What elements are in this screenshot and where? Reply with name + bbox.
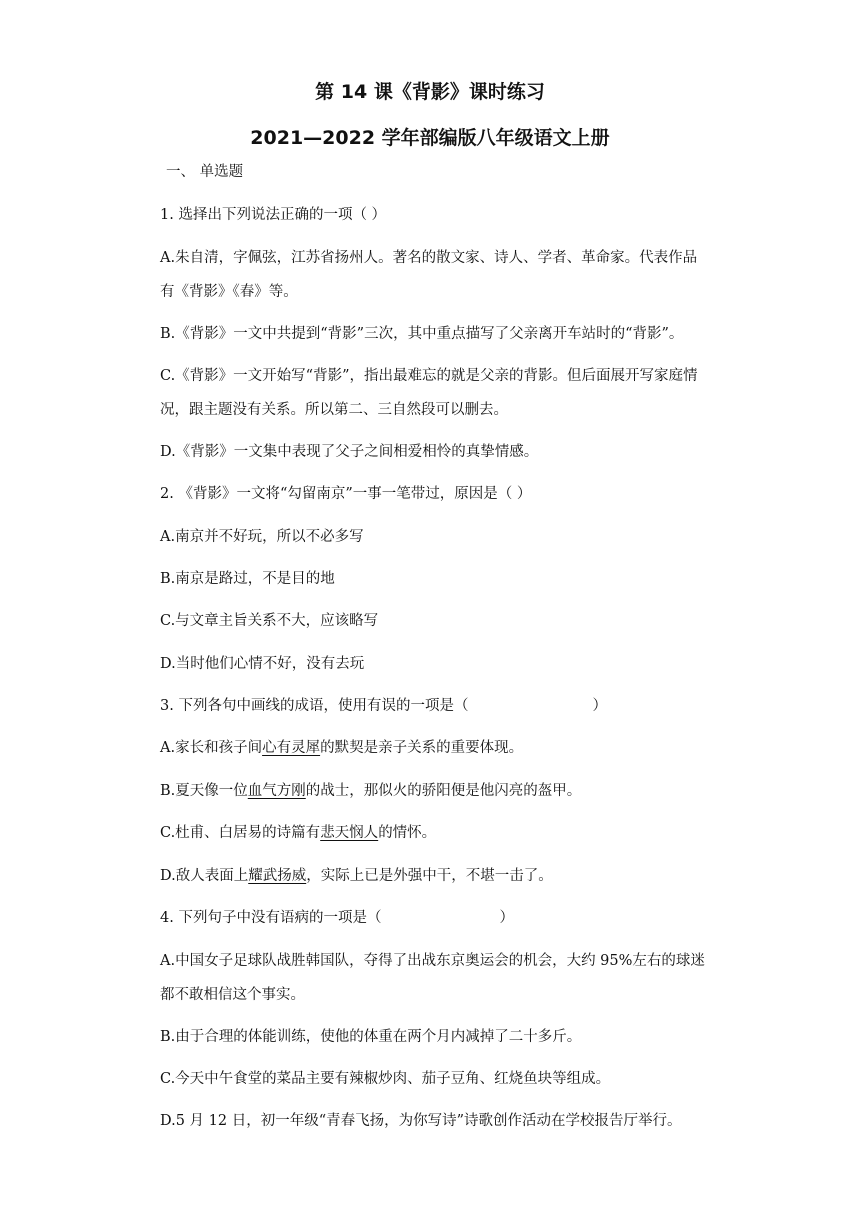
question-4-option-b: B.由于合理的体能训练，使他的体重在两个月内减掉了二十多斤。	[160, 1029, 582, 1045]
option-text: D.敌人表面上	[160, 868, 249, 884]
question-4-option-a-line1: A.中国女子足球队战胜韩国队，夺得了出战东京奥运会的机会，大约 95%左右的球迷	[160, 953, 705, 969]
question-3-option-c	[160, 823, 436, 843]
option-text: B.夏天像一位	[160, 783, 248, 799]
question-1-option-c-line1: C.《背影》一文开始写“背影”，指出最难忘的就是父亲的背影。但后面展开写家庭情	[160, 368, 698, 384]
question-1-option-b: B.《背影》一文中共提到“背影”三次，其中重点描写了父亲离开车站时的“背影”。	[160, 326, 684, 342]
option-text: 的默契是亲子关系的重要体现。	[320, 740, 524, 756]
underlined-idiom: 耀武扬威	[248, 868, 307, 884]
option-text: 的战士，那似火的骄阳便是他闪亮的盔甲。	[305, 783, 582, 799]
option-text: 的情怀。	[378, 825, 437, 841]
question-1-option-d: D.《背影》一文集中表现了父子之间相爱相怜的真挚情感。	[160, 444, 539, 460]
question-1-option-a-line2: 有《背影》《春》等。	[160, 284, 298, 300]
question-3-option-b	[160, 781, 581, 801]
question-3-option-a	[160, 738, 523, 758]
question-1-option-c-line2: 况，跟主题没有关系。所以第二、三自然段可以删去。	[160, 402, 508, 418]
underlined-idiom: 悲天悯人	[320, 825, 379, 841]
underlined-idiom: 心有灵犀	[262, 740, 321, 756]
question-1-stem: 1. 选择出下列说法正确的一项（ ）	[160, 207, 387, 223]
option-text: C.杜甫、白居易的诗篇有	[160, 825, 321, 841]
question-3-stem	[160, 696, 607, 716]
question-2-option-d: D.当时他们心情不好，没有去玩	[160, 656, 365, 672]
question-2-option-a: A.南京并不好玩，所以不必多写	[160, 529, 364, 545]
option-text: A.家长和孩子间	[160, 740, 263, 756]
option-text: ，实际上已是外强中干，不堪一击了。	[306, 868, 553, 884]
question-2-option-b: B.南京是路过，不是目的地	[160, 571, 335, 587]
question-4-stem	[160, 908, 514, 928]
question-4-option-c: C.今天中午食堂的菜品主要有辣椒炒肉、茄子豆角、红烧鱼块等组成。	[160, 1071, 611, 1087]
section-heading: 一、 单选题	[166, 164, 244, 180]
question-3-stem-text: 3. 下列各句中画线的成语，使用有误的一项是（	[160, 698, 469, 714]
question-4-option-d: D.5 月 12 日，初一年级“青春飞扬，为你写诗”诗歌创作活动在学校报告厅举行。	[160, 1113, 682, 1129]
question-3-option-d	[160, 866, 553, 886]
question-4-stem-text: 4. 下列句子中没有语病的一项是（	[160, 910, 382, 926]
question-4-option-a-line2: 都不敢相信这个事实。	[160, 987, 305, 1003]
question-2-option-c: C.与文章主旨关系不大，应该略写	[160, 613, 379, 629]
underlined-idiom: 血气方刚	[247, 783, 306, 799]
document-subtitle: 2021—2022 学年部编版八年级语文上册	[250, 127, 610, 149]
question-2-stem: 2. 《背影》一文将“勾留南京”一事一笔带过，原因是（ ）	[160, 486, 532, 502]
document-title: 第 14 课《背影》课时练习	[315, 81, 545, 103]
question-3-stem-close: ）	[592, 698, 607, 714]
question-1-option-a-line1: A.朱自清，字佩弦，江苏省扬州人。著名的散文家、诗人、学者、革命家。代表作品	[160, 250, 698, 266]
question-4-stem-close: ）	[499, 910, 514, 926]
